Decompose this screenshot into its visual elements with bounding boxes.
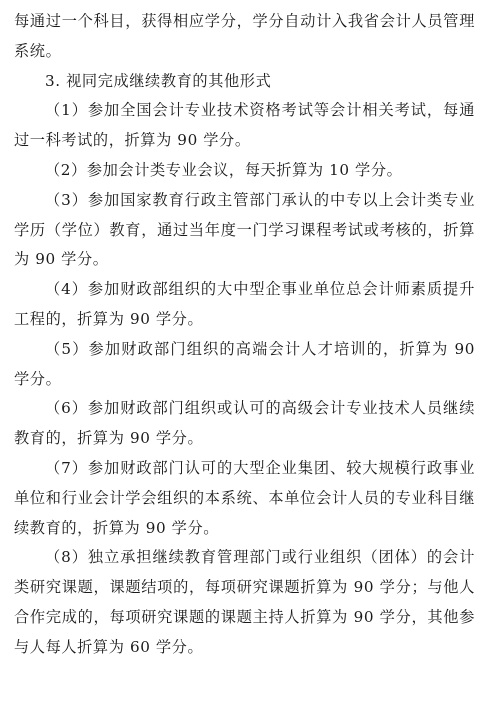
list-item-2: （2）参加会计类专业会议，每天折算为 10 学分。: [45, 160, 403, 179]
list-item-3: （3）参加国家教育行政主管部门承认的中专以上会计类专业学历（学位）教育，通过当年度一门学习课程考试或考核的，折算为 90 学分。: [14, 190, 475, 269]
section-heading-other-forms: 3. 视同完成继续教育的其他形式: [45, 71, 272, 90]
list-item-8: （8）独立承担继续教育管理部门或行业组织（团体）的会计类研究课题，课题结项的，每项研究课题折算为 90 学分；与他人合作完成的，每项研究课题的课题主持人折算为 90 学分，其他参与人每人折算为 60 学分。: [14, 548, 475, 656]
list-item-6: （6）参加财政部门组织或认可的高级会计专业技术人员继续教育的，折算为 90 学分。: [14, 399, 475, 448]
paragraph-continuation: 每通过一个科目，获得相应学分，学分自动计入我省会计人员管理系统。: [14, 12, 475, 60]
list-item-4: （4）参加财政部组织的大中型企事业单位总会计师素质提升工程的，折算为 90 学分。: [14, 280, 475, 328]
list-item-7: （7）参加财政部门认可的大型企业集团、较大规模行政事业单位和行业会计学会组织的本系统、本单位会计人员的专业科目继续教育的，折算为 90 学分。: [14, 458, 475, 537]
list-item-5: （5）参加财政部门组织的高端会计人才培训的，折算为 90 学分。: [14, 339, 475, 388]
list-item-1: （1）参加全国会计专业技术资格考试等会计相关考试，每通过一科考试的，折算为 90 学分。: [14, 101, 475, 150]
